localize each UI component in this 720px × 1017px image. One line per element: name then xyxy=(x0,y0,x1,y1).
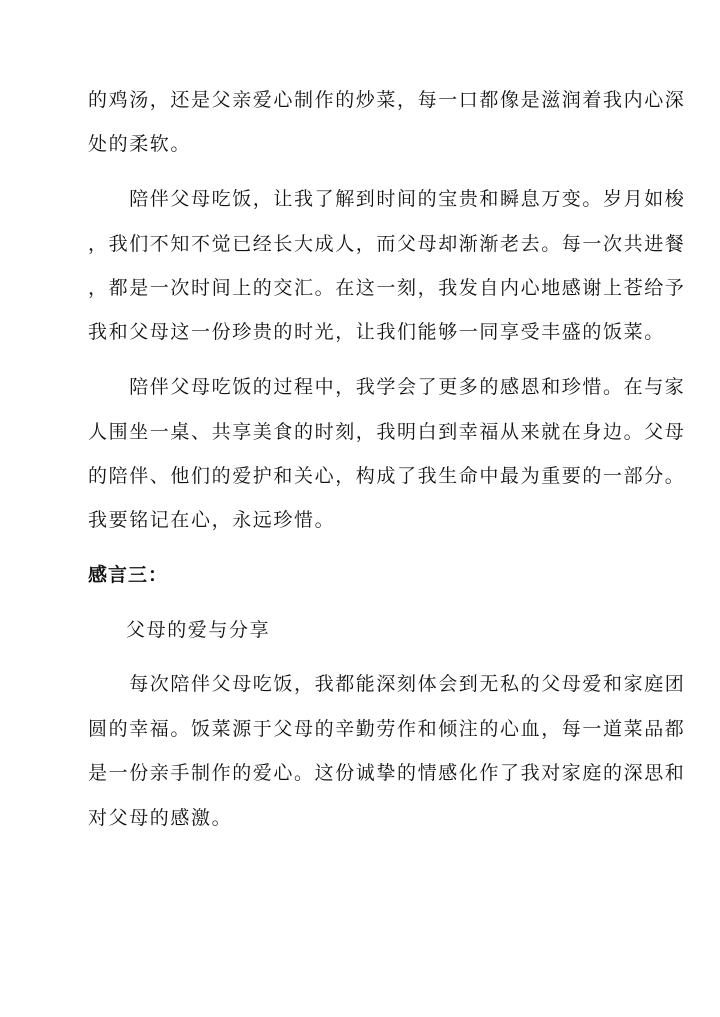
text-line: ，都是一次时间上的交汇。在这一刻，我发自内心地感谢上苍给予 xyxy=(88,277,686,299)
text-line: 每次陪伴父母吃饭，我都能深刻体会到无私的父母爱和家庭团 xyxy=(88,673,686,695)
text-line: ，我们不知不觉已经长大成人，而父母却渐渐老去。每一次共进餐 xyxy=(88,233,686,255)
text-line: 陪伴父母吃饭的过程中，我学会了更多的感恩和珍惜。在与家 xyxy=(88,376,686,398)
text-line: 的鸡汤，还是父亲爱心制作的炒菜，每一口都像是滋润着我内心深 xyxy=(88,89,686,111)
text-line: 陪伴父母吃饭，让我了解到时间的宝贵和瞬息万变。岁月如梭 xyxy=(88,188,686,210)
text-line: 圆的幸福。饭菜源于父母的辛勤劳作和倾注的心血，每一道菜品都 xyxy=(88,718,686,740)
section-heading: 感言三： xyxy=(88,564,169,586)
text-line: 对父母的感激。 xyxy=(88,807,233,829)
section-subtitle: 父母的爱与分享 xyxy=(126,619,271,641)
text-line: 处的柔软。 xyxy=(88,133,192,155)
text-line: 我和父母这一份珍贵的时光，让我们能够一同享受丰盛的饭菜。 xyxy=(88,321,665,343)
text-line: 是一份亲手制作的爱心。这份诚挚的情感化作了我对家庭的深思和 xyxy=(88,762,686,784)
text-line: 人围坐一桌、共享美食的时刻，我明白到幸福从来就在身边。父母 xyxy=(88,421,686,443)
text-line: 的陪伴、他们的爱护和关心，构成了我生命中最为重要的一部分。 xyxy=(88,465,686,487)
text-line: 我要铭记在心，永远珍惜。 xyxy=(88,509,336,531)
